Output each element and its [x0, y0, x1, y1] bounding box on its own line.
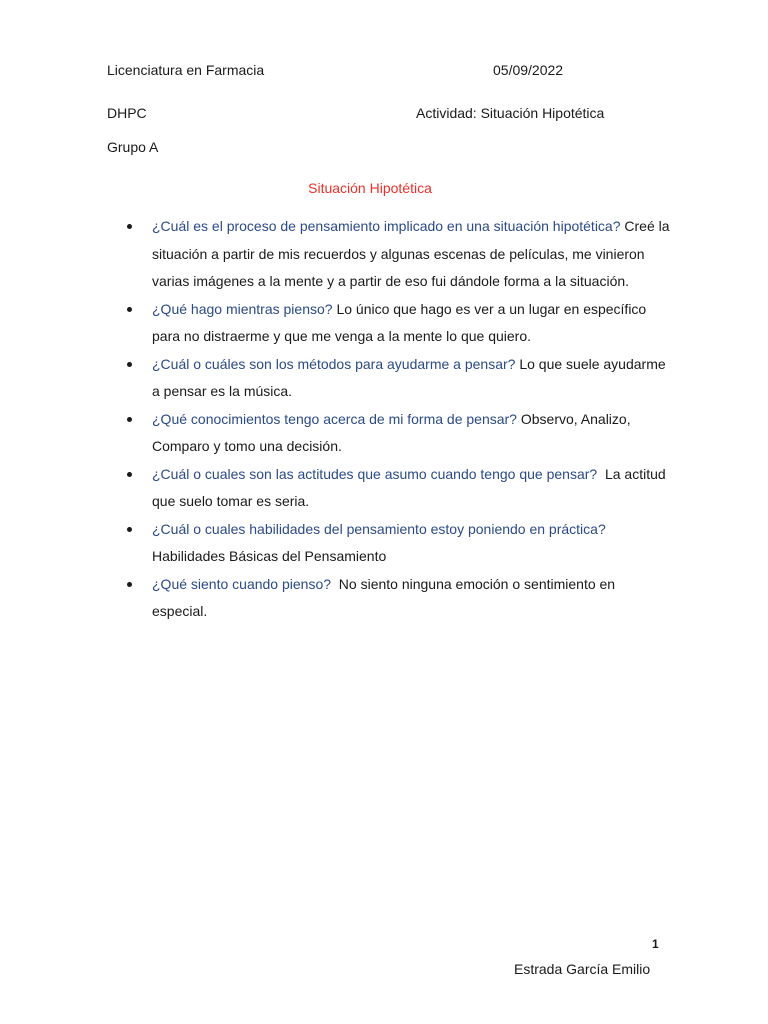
- bullet-icon: [127, 472, 132, 477]
- bullet-icon: [127, 224, 132, 229]
- list-item: [152, 571, 672, 626]
- question-text: ¿Cuál o cuales son las actitudes que asumo cuando tengo que pensar?: [152, 465, 598, 482]
- list-item: [152, 406, 672, 461]
- answer-text: No siento ninguna emoción o sentimiento en especial.: [152, 575, 619, 619]
- page-title: Situación Hipotética: [308, 180, 432, 196]
- answer-text: Lo único que hago es ver a un lugar en específico para no distraerme y que me venga a la mente lo que quiero.: [152, 300, 647, 344]
- bullet-icon: [127, 307, 132, 312]
- program-name: Licenciatura en Farmacia: [107, 62, 265, 78]
- question-text: ¿Cuál o cuales habilidades del pensamiento estoy poniendo en práctica?: [152, 520, 606, 537]
- answer-text: Observo, Analizo, Comparo y tomo una decisión.: [152, 410, 631, 454]
- bullet-icon: [127, 362, 132, 367]
- list-item: [152, 296, 672, 351]
- answer-text: Creé la situación a partir de mis recuerdos y algunas escenas de películas, me vinieron varias imágenes a la mente y a partir de eso fui dándole forma a la situación.: [152, 218, 670, 289]
- list-item: [152, 351, 672, 406]
- list-item: [152, 213, 672, 296]
- bullet-icon: [127, 417, 132, 422]
- question-list: [152, 213, 672, 626]
- answer-text: Habilidades Básicas del Pensamiento: [152, 548, 387, 564]
- author-name: Estrada García Emilio: [514, 961, 651, 977]
- question-text: ¿Cuál o cuáles son los métodos para ayudarme a pensar?: [152, 355, 516, 372]
- activity-label: Actividad: Situación Hipotética: [416, 105, 605, 121]
- page-number: 1: [652, 937, 659, 951]
- question-text: ¿Cuál es el proceso de pensamiento implicado en una situación hipotética?: [152, 218, 621, 234]
- document-date: 05/09/2022: [493, 62, 564, 78]
- question-text: ¿Qué hago mientras pienso?: [152, 300, 333, 317]
- question-text: ¿Qué conocimientos tengo acerca de mi forma de pensar?: [152, 410, 517, 427]
- answer-text: Lo que suele ayudarme a pensar es la música.: [152, 355, 666, 399]
- bullet-icon: [127, 527, 132, 532]
- course-name: DHPC: [107, 105, 147, 121]
- answer-text: La actitud que suelo tomar es seria.: [152, 465, 670, 509]
- list-item: [152, 461, 672, 516]
- list-item: [152, 516, 672, 571]
- group-label: Grupo A: [107, 139, 159, 155]
- question-text: ¿Qué siento cuando pienso?: [152, 575, 332, 592]
- bullet-icon: [127, 582, 132, 587]
